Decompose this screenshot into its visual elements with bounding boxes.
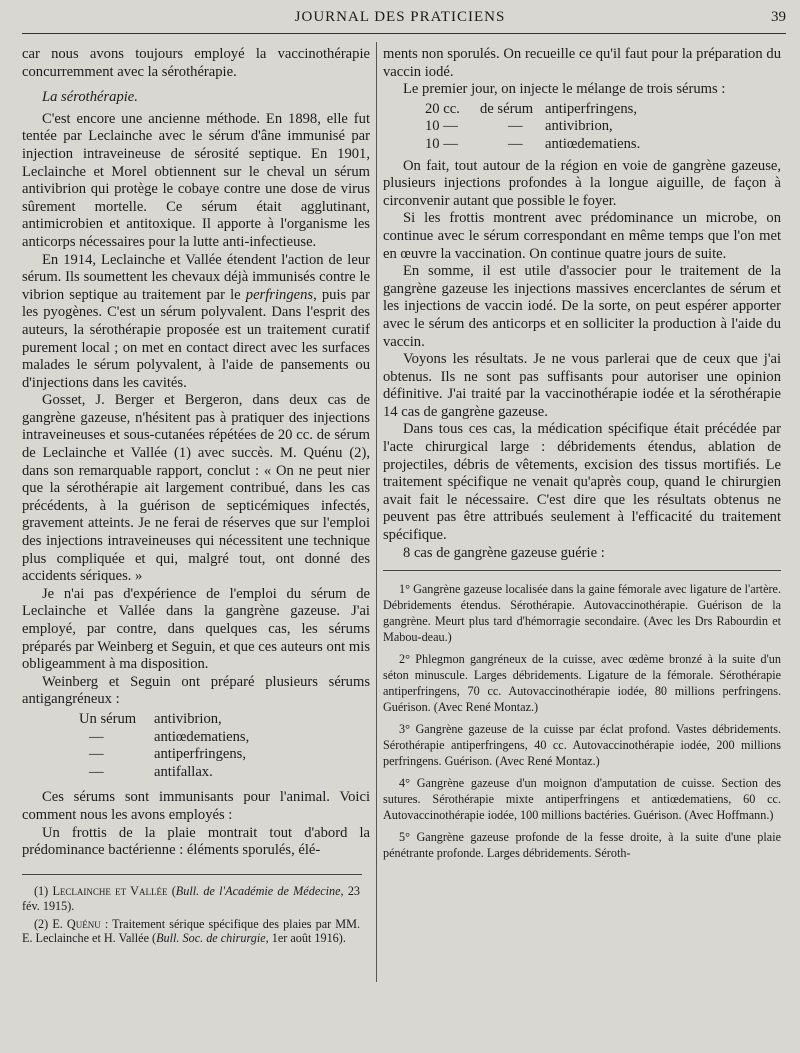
case-item: 3° Gangrène gazeuse de la cuisse par éclat profond. Vastes débridements. Sérothérapie antiperfringens, 40 cc. Autovaccinothérapie iodée, 200 millions perfringens. Guérison. (Avec René Montaz.) (383, 722, 781, 769)
journal-name: Bull. Soc. de chirurgie (156, 931, 266, 946)
list-item (425, 118, 781, 136)
paragraph: car nous avons toujours employé la vaccinothérapie concurremment avec la sérothérapie. (22, 46, 370, 80)
text-run: (2) E. (34, 916, 67, 931)
paragraph: ments non sporulés. On recueille ce qu'il faut pour la préparation du vaccin iodé. (383, 46, 781, 80)
list-item-prefix: Un sérum (79, 710, 137, 727)
right-column (383, 46, 781, 1046)
paragraph: 8 cas de gangrène gazeuse guérie : (403, 544, 605, 561)
paragraph: Gosset, J. Berger et Bergeron, dans deux cas de gangrène gazeuse, n'hésitent pas à pratiquer des injections intraveineuses et sous-cutanées répétées de 20 cc. de sérum de Leclainche et Vallée (1) avec succès. M. Quénu (2), dans son remarquable rapport, conclut : « On ne peut nier que la sérothérapie ait largement contribué, dans les cas précédents, à la guérison de septicémiques infectés, gravement atteints. Je ne ferai de réserves que sur l'emploi des injections intraveineuses qui nécessitent une technique plus compliquée et qui, malgré tout, ont donné des accidents sériques. » (22, 392, 370, 585)
dose-unit: de sérum (480, 100, 534, 117)
paragraph: Voyons les résultats. Je ne vous parlerai que de ceux que j'ai obtenus. Ils ne sont pas suffisants pour autoriser une opinion définitive. J'ai traité par la vaccinothérapie iodée et la sérothérapie 14 cas de gangrène gazeuse. (383, 351, 781, 420)
paragraph: Dans tous ces cas, la médication spécifique était précédée par l'acte chirurgical large : débridements étendus, ablation de projectiles, débris de vêtements, excision des tissus mortifiés. Le traitement spécifique ne venait qu'après coup, quand le chirurgien avait fait le nécessaire. C'est dire que les résultats obtenus ne peuvent pas être attribués seulement à l'efficacité du traitement spécifique. (383, 421, 781, 544)
case-item: 1° Gangrène gazeuse localisée dans la gaine fémorale avec ligature de l'artère. Débridements étendus. Sérothérapie. Autovaccinothérapie. Guérison de la gangrène. Meurt plus tard d'hémorragie secondaire. (Avec les Drs Rabourdin et Mabou-deau.) (383, 582, 781, 645)
paragraph: Si les frottis montrent avec prédominance un microbe, on continue avec le sérum correspondant en même temps que l'on met en œuvre la vaccination. On continue quatre jours de suite. (383, 210, 781, 262)
list-item-label: antifallax. (154, 763, 213, 780)
list-item-prefix: — (89, 746, 104, 763)
list-item-label: antiperfringens, (154, 746, 246, 763)
left-column (22, 46, 370, 866)
footnote-rule (22, 874, 362, 875)
paragraph: Le premier jour, on injecte le mélange de trois sérums : (403, 81, 726, 98)
serum-list (22, 711, 370, 781)
list-item (79, 746, 370, 764)
author-name: Leclainche et Vallée (52, 884, 168, 898)
italic-term: perfringens (245, 286, 314, 303)
text-run: , puis par les pyogènes. C'est un sérum polyvalent. Dans l'esprit des auteurs, la sérothérapie proposée est un traitement curatif purement local ; on met en contact direct avec les surfaces malades le sérum polyvalent, à l'aide de pansements ou d'injections dans les cavités. (22, 286, 370, 391)
paragraph: Ces sérums sont immunisants pour l'animal. Voici comment nous les avons employés : (22, 789, 370, 823)
dose-amount: 20 cc. (425, 100, 460, 117)
case-item: 2° Phlegmon gangréneux de la cuisse, avec œdème bronzé à la suite d'un séton minuscule. Larges débridements. Ligature de la fémorale. Sérothérapie antiperfringens, 70 cc. Autovaccinothérapie iodée, 80 millions perfringens. Guérison. (Avec René Montaz.) (383, 652, 781, 715)
dose-serum: antivibrion, (545, 118, 613, 135)
list-item (79, 711, 370, 729)
dose-serum: antiperfringens, (545, 100, 637, 117)
column-divider (376, 42, 377, 982)
paragraph: Un frottis de la plaie montrait tout d'abord la prédominance bactérienne : éléments sporulés, élé- (22, 824, 370, 859)
paragraph: Je n'ai pas d'expérience de l'emploi du sérum de Leclainche et Vallée dans la gangrène gazeuse. J'ai employé, par contre, dans quelques cas, les sérums préparés par Weinberg et Seguin, et que ces auteurs ont mis obligeamment à ma disposition. (22, 585, 370, 673)
text-run: : Traitement sérique spécifique des plaies par MM. E. Leclainche et H. Vallée ( (22, 916, 361, 946)
list-item-label: antivibrion, (154, 710, 222, 727)
text-run: En 1914, Leclainche et Vallée étendent l'action de leur sérum. Ils soumettent les chevaux déjà immunisés contre le vibrion septique au traitement par le (22, 251, 370, 303)
list-item-prefix: — (89, 763, 104, 780)
footnote (22, 917, 360, 947)
text-run: , 1er août 1916). (265, 931, 346, 946)
case-item: 5° Gangrène gazeuse profonde de la fesse droite, à la suite d'une plaie pénétrante profonde. Larges débridements. Séroth- (383, 830, 781, 861)
dose-unit: — (508, 135, 523, 152)
paragraph: En somme, il est utile d'associer pour le traitement de la gangrène gazeuse les injections massives encerclantes de sérum et les injections de vaccin iodé. De la sorte, on peut espérer apporter avec le sérum des anticorps et en solliciter la production à l'aide du vaccin. (383, 263, 781, 350)
list-item (425, 136, 781, 154)
dose-unit: — (508, 118, 523, 135)
text-run: , 23 fév. 1915). (22, 884, 361, 913)
section-title: La sérothérapie. (42, 89, 138, 106)
case-item: 4° Gangrène gazeuse d'un moignon d'amputation de cuisse. Section des sutures. Sérothérapie mixte antiperfringens et antiœdematiens, 60 cc. Autovaccinothérapie iodée, 100 millions bactéries. Guérison. (Avec Hoffmann.) (383, 776, 781, 823)
footnote (22, 884, 360, 914)
page-number: 39 (771, 9, 786, 25)
header-rule (22, 33, 786, 34)
journal-title: JOURNAL DES PRATICIENS (294, 9, 506, 25)
author-name: Quénu (66, 916, 101, 931)
paragraph: Weinberg et Seguin ont préparé plusieurs sérums antigangréneux : (22, 673, 370, 708)
case-list (383, 581, 781, 861)
text-run: ( (167, 884, 176, 898)
list-item (79, 764, 370, 782)
dose-amount: 10 — (425, 118, 458, 135)
paragraph: On fait, tout autour de la région en voie de gangrène gazeuse, plusieurs injections profondes à la longue aiguille, de façon à circonvenir autant que possible le foyer. (383, 157, 781, 209)
list-item-prefix: — (89, 728, 104, 745)
dose-amount: 10 — (425, 135, 458, 152)
footnotes (22, 884, 360, 949)
list-item (425, 101, 781, 119)
dose-serum: antiœdematiens. (545, 135, 641, 152)
paragraph (22, 252, 370, 393)
cases-rule (383, 570, 781, 571)
list-item-label: antiœdematiens, (154, 728, 250, 745)
paragraph: C'est encore une ancienne méthode. En 1898, elle fut tentée par Leclainche avec le sérum d'âne immunisé par injection intraveineuse de sérosité septique. En 1901, Leclainche et Morel obtiennent sur le cheval un sérum antivibrion qui protège le cobaye contre une dose de virus sûrement mortelle. Ce sérum était agglutinant, antimicrobien et antitoxique. Il apporte à l'organisme les anticorps nécessaires pour la lutte anti-infectieuse. (22, 110, 370, 250)
journal-name: Bull. de l'Académie de Médecine (175, 884, 341, 898)
text-run: (1) (34, 884, 53, 898)
dose-list (383, 101, 781, 154)
list-item (79, 729, 370, 747)
page-header (0, 0, 800, 36)
